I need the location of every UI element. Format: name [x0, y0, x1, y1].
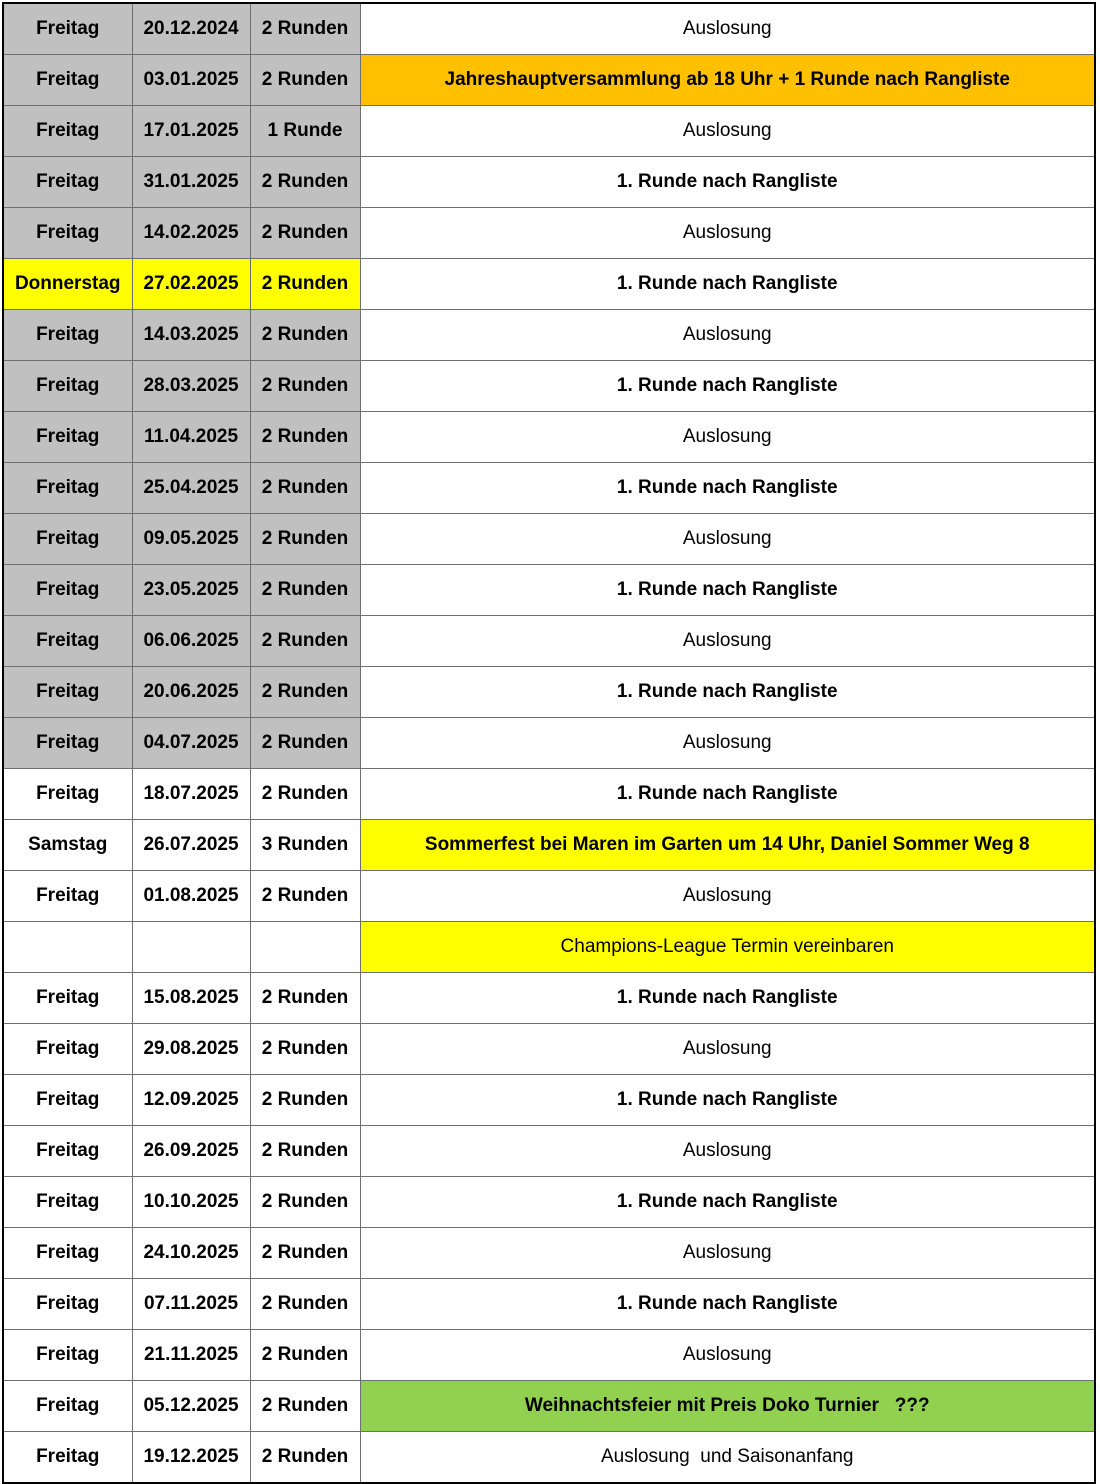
note-cell: Jahreshauptversammlung ab 18 Uhr + 1 Runde nach Rangliste	[360, 55, 1095, 106]
day-cell: Freitag	[3, 616, 132, 667]
date-cell	[132, 922, 250, 973]
day-cell	[3, 922, 132, 973]
day-cell: Freitag	[3, 514, 132, 565]
schedule-row	[3, 55, 1095, 106]
schedule-row	[3, 1228, 1095, 1279]
day-cell: Freitag	[3, 310, 132, 361]
day-cell: Freitag	[3, 1330, 132, 1381]
schedule-row	[3, 1075, 1095, 1126]
date-cell: 17.01.2025	[132, 106, 250, 157]
schedule-row	[3, 1177, 1095, 1228]
day-cell: Freitag	[3, 871, 132, 922]
date-cell: 05.12.2025	[132, 1381, 250, 1432]
note-cell: 1. Runde nach Rangliste	[360, 973, 1095, 1024]
schedule-row	[3, 769, 1095, 820]
rounds-cell	[250, 922, 360, 973]
note-cell: 1. Runde nach Rangliste	[360, 259, 1095, 310]
rounds-cell: 2 Runden	[250, 55, 360, 106]
note-cell: Auslosung	[360, 412, 1095, 463]
note-cell: Auslosung	[360, 514, 1095, 565]
rounds-cell: 2 Runden	[250, 1432, 360, 1484]
rounds-cell: 3 Runden	[250, 820, 360, 871]
day-cell: Freitag	[3, 463, 132, 514]
date-cell: 24.10.2025	[132, 1228, 250, 1279]
schedule-row	[3, 1330, 1095, 1381]
note-cell: 1. Runde nach Rangliste	[360, 1279, 1095, 1330]
day-cell: Freitag	[3, 1075, 132, 1126]
date-cell: 27.02.2025	[132, 259, 250, 310]
day-cell: Freitag	[3, 1381, 132, 1432]
rounds-cell: 2 Runden	[250, 1279, 360, 1330]
day-cell: Freitag	[3, 1432, 132, 1484]
day-cell: Freitag	[3, 106, 132, 157]
rounds-cell: 2 Runden	[250, 1024, 360, 1075]
rounds-cell: 2 Runden	[250, 259, 360, 310]
day-cell: Freitag	[3, 208, 132, 259]
note-cell: Auslosung	[360, 1228, 1095, 1279]
rounds-cell: 2 Runden	[250, 463, 360, 514]
schedule-row	[3, 616, 1095, 667]
rounds-cell: 2 Runden	[250, 208, 360, 259]
schedule-body	[3, 3, 1095, 1483]
schedule-row	[3, 208, 1095, 259]
date-cell: 12.09.2025	[132, 1075, 250, 1126]
date-cell: 09.05.2025	[132, 514, 250, 565]
rounds-cell: 1 Runde	[250, 106, 360, 157]
schedule-row	[3, 820, 1095, 871]
day-cell: Freitag	[3, 769, 132, 820]
date-cell: 21.11.2025	[132, 1330, 250, 1381]
rounds-cell: 2 Runden	[250, 514, 360, 565]
day-cell: Freitag	[3, 1024, 132, 1075]
note-cell: Auslosung	[360, 208, 1095, 259]
date-cell: 19.12.2025	[132, 1432, 250, 1484]
date-cell: 14.03.2025	[132, 310, 250, 361]
date-cell: 04.07.2025	[132, 718, 250, 769]
rounds-cell: 2 Runden	[250, 871, 360, 922]
date-cell: 26.07.2025	[132, 820, 250, 871]
rounds-cell: 2 Runden	[250, 616, 360, 667]
note-cell: Auslosung	[360, 1126, 1095, 1177]
date-cell: 06.06.2025	[132, 616, 250, 667]
schedule-row	[3, 361, 1095, 412]
day-cell: Freitag	[3, 1177, 132, 1228]
schedule-row	[3, 3, 1095, 55]
note-cell: Auslosung	[360, 3, 1095, 55]
note-cell: Auslosung	[360, 718, 1095, 769]
schedule-row	[3, 157, 1095, 208]
note-cell: Auslosung	[360, 106, 1095, 157]
date-cell: 31.01.2025	[132, 157, 250, 208]
rounds-cell: 2 Runden	[250, 718, 360, 769]
rounds-cell: 2 Runden	[250, 769, 360, 820]
note-cell: 1. Runde nach Rangliste	[360, 157, 1095, 208]
rounds-cell: 2 Runden	[250, 1330, 360, 1381]
note-cell: Weihnachtsfeier mit Preis Doko Turnier ???	[360, 1381, 1095, 1432]
schedule-row	[3, 412, 1095, 463]
date-cell: 20.12.2024	[132, 3, 250, 55]
schedule-row	[3, 259, 1095, 310]
rounds-cell: 2 Runden	[250, 3, 360, 55]
note-cell: 1. Runde nach Rangliste	[360, 565, 1095, 616]
day-cell: Donnerstag	[3, 259, 132, 310]
date-cell: 11.04.2025	[132, 412, 250, 463]
note-cell: Auslosung	[360, 1024, 1095, 1075]
schedule-row	[3, 1432, 1095, 1484]
note-cell: Sommerfest bei Maren im Garten um 14 Uhr, Daniel Sommer Weg 8	[360, 820, 1095, 871]
rounds-cell: 2 Runden	[250, 667, 360, 718]
schedule-row	[3, 1279, 1095, 1330]
date-cell: 29.08.2025	[132, 1024, 250, 1075]
day-cell: Freitag	[3, 718, 132, 769]
schedule-row	[3, 106, 1095, 157]
rounds-cell: 2 Runden	[250, 1381, 360, 1432]
date-cell: 23.05.2025	[132, 565, 250, 616]
day-cell: Freitag	[3, 1228, 132, 1279]
rounds-cell: 2 Runden	[250, 1177, 360, 1228]
day-cell: Freitag	[3, 412, 132, 463]
note-cell: 1. Runde nach Rangliste	[360, 361, 1095, 412]
date-cell: 28.03.2025	[132, 361, 250, 412]
schedule-row	[3, 514, 1095, 565]
date-cell: 03.01.2025	[132, 55, 250, 106]
schedule-row	[3, 1126, 1095, 1177]
rounds-cell: 2 Runden	[250, 412, 360, 463]
note-cell: 1. Runde nach Rangliste	[360, 1075, 1095, 1126]
day-cell: Freitag	[3, 361, 132, 412]
schedule-row	[3, 1381, 1095, 1432]
schedule-table	[2, 2, 1096, 1484]
day-cell: Freitag	[3, 3, 132, 55]
note-cell: Auslosung	[360, 871, 1095, 922]
rounds-cell: 2 Runden	[250, 310, 360, 361]
schedule-row	[3, 973, 1095, 1024]
day-cell: Freitag	[3, 1126, 132, 1177]
note-cell: 1. Runde nach Rangliste	[360, 667, 1095, 718]
schedule-row	[3, 871, 1095, 922]
date-cell: 07.11.2025	[132, 1279, 250, 1330]
schedule-row	[3, 922, 1095, 973]
date-cell: 10.10.2025	[132, 1177, 250, 1228]
rounds-cell: 2 Runden	[250, 1075, 360, 1126]
schedule-row	[3, 1024, 1095, 1075]
date-cell: 20.06.2025	[132, 667, 250, 718]
day-cell: Freitag	[3, 973, 132, 1024]
note-cell: Auslosung und Saisonanfang	[360, 1432, 1095, 1484]
schedule-row	[3, 463, 1095, 514]
note-cell: 1. Runde nach Rangliste	[360, 769, 1095, 820]
schedule-row	[3, 565, 1095, 616]
note-cell: 1. Runde nach Rangliste	[360, 463, 1095, 514]
date-cell: 14.02.2025	[132, 208, 250, 259]
day-cell: Freitag	[3, 667, 132, 718]
day-cell: Samstag	[3, 820, 132, 871]
rounds-cell: 2 Runden	[250, 1126, 360, 1177]
date-cell: 01.08.2025	[132, 871, 250, 922]
note-cell: Auslosung	[360, 310, 1095, 361]
date-cell: 15.08.2025	[132, 973, 250, 1024]
note-cell: 1. Runde nach Rangliste	[360, 1177, 1095, 1228]
day-cell: Freitag	[3, 55, 132, 106]
schedule-row	[3, 667, 1095, 718]
date-cell: 25.04.2025	[132, 463, 250, 514]
rounds-cell: 2 Runden	[250, 973, 360, 1024]
schedule-row	[3, 310, 1095, 361]
schedule-row	[3, 718, 1095, 769]
rounds-cell: 2 Runden	[250, 565, 360, 616]
rounds-cell: 2 Runden	[250, 361, 360, 412]
day-cell: Freitag	[3, 565, 132, 616]
day-cell: Freitag	[3, 1279, 132, 1330]
note-cell: Champions-League Termin vereinbaren	[360, 922, 1095, 973]
day-cell: Freitag	[3, 157, 132, 208]
rounds-cell: 2 Runden	[250, 1228, 360, 1279]
date-cell: 18.07.2025	[132, 769, 250, 820]
note-cell: Auslosung	[360, 616, 1095, 667]
note-cell: Auslosung	[360, 1330, 1095, 1381]
rounds-cell: 2 Runden	[250, 157, 360, 208]
date-cell: 26.09.2025	[132, 1126, 250, 1177]
